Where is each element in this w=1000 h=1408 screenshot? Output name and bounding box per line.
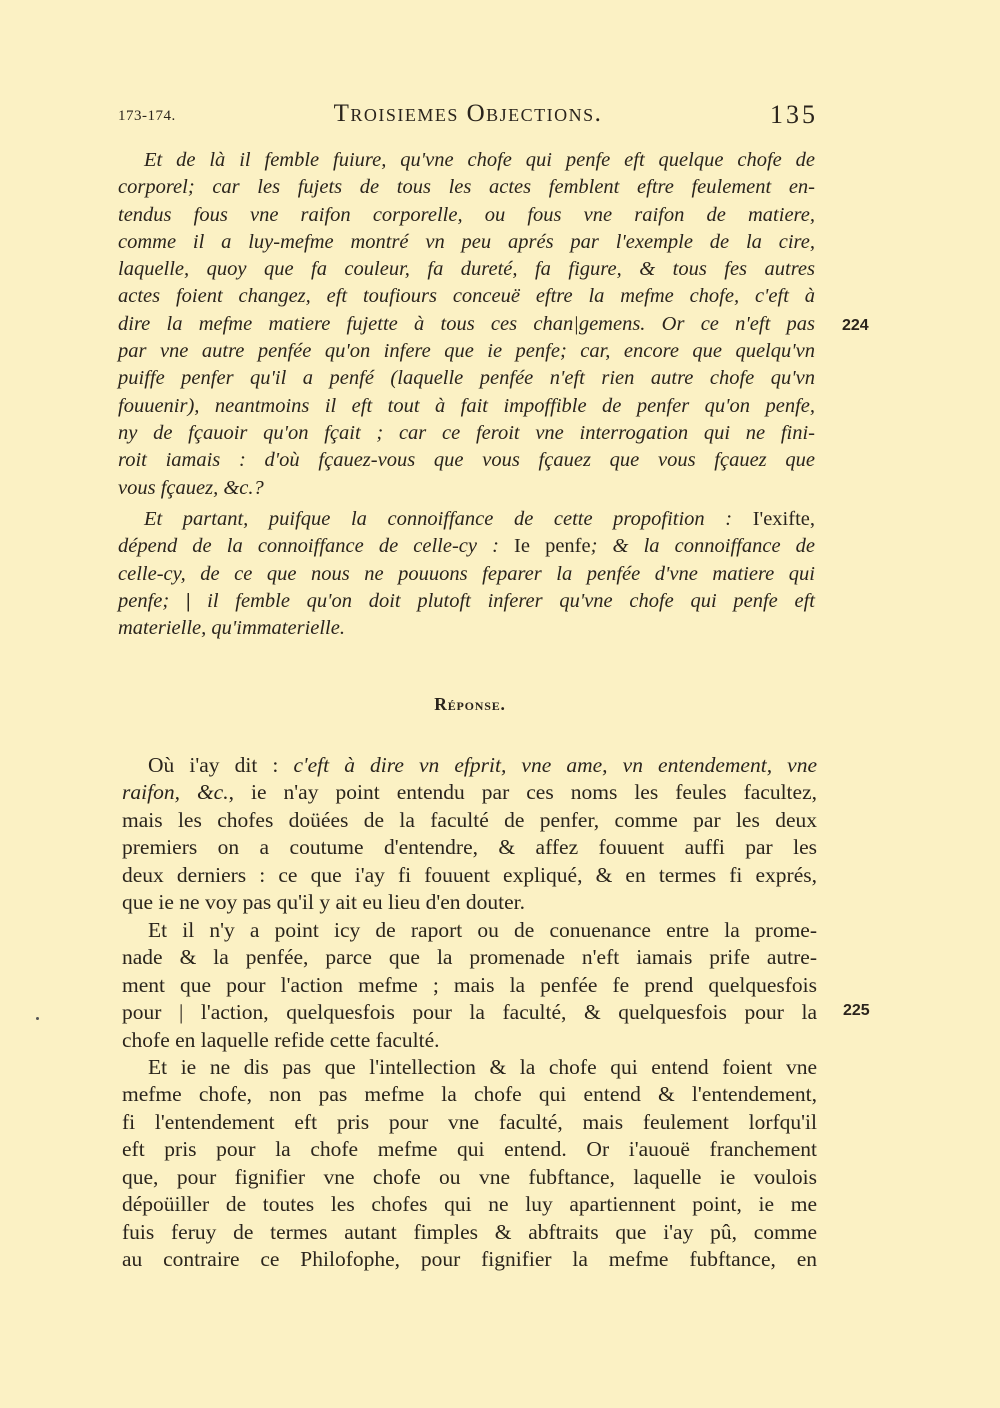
- text-line: laquelle, quoy que fa couleur, fa dureté, fa figure, & tous fes autres: [118, 258, 815, 281]
- page-break-marker: |: [185, 589, 191, 612]
- text-line: fuis feruy de termes autant fimples & abftraits que i'ay pû, comme: [122, 1219, 817, 1244]
- text-span: il femble qu'on doit plutoft inferer qu'vne chofe qui penfe eft: [190, 589, 815, 612]
- text-span: ; & la connoiffance de: [590, 535, 816, 558]
- text-line: vous fçauez, &c.?: [118, 476, 264, 499]
- reponse-paragraph-3: [122, 1054, 817, 1274]
- text-line: dire la mefme matiere fujette à tous ces chan|gemens. Or ce n'eft pas: [118, 312, 815, 335]
- text-span: dépend de la connoiffance de celle-cy :: [118, 535, 515, 558]
- text-line: [122, 779, 817, 806]
- text-line: dépoüiller de toutes les chofes qui ne luy apartiennent point, ie me: [122, 1192, 817, 1217]
- text-line: corporel; car les fujets de tous les actes femblent eftre feulement en-: [118, 176, 815, 199]
- text-line: [122, 752, 817, 779]
- quoted-text: raifon, &c.: [122, 780, 229, 805]
- text-line: [118, 533, 815, 560]
- text-line: pour | l'action, quelquesfois pour la faculté, & quelquesfois pour la: [122, 1000, 817, 1025]
- text-line: celle-cy, de ce que nous ne pouuons feparer la penfée d'vne matiere qui: [118, 562, 815, 585]
- objection-paragraph-2: [118, 506, 815, 642]
- text-line: ny de fçauoir qu'on fçait ; car ce feroit vne interrogation qui ne fini-: [118, 421, 815, 444]
- text-line: que, pour fignifier vne chofe ou vne fubftance, laquelle ie voulois: [122, 1164, 817, 1189]
- margin-page-number: 225: [843, 1002, 870, 1019]
- text-line: Et il n'y a point icy de raport ou de conuenance entre la prome-: [148, 918, 817, 942]
- quoted-proposition: I'exifte,: [752, 508, 815, 530]
- text-span: Où i'ay dit :: [148, 753, 294, 777]
- header-page-range: 173-174.: [118, 108, 176, 124]
- text-line: comme il a luy-mefme montré vn peu aprés par l'exemple de la cire,: [118, 230, 815, 253]
- reponse-paragraph-1: [122, 752, 817, 917]
- text-line: tendus fous vne raifon corporelle, ou fous vne raifon de matiere,: [118, 203, 815, 226]
- quoted-text: c'eft à dire vn efprit, vne ame, vn entendement, vne: [293, 753, 818, 777]
- text-line: mais les chofes doüées de la faculté de penfer, comme par les deux: [122, 807, 817, 832]
- text-line: fi l'entendement eft pris pour vne faculté, mais feulement lorfqu'il: [122, 1109, 817, 1134]
- text-line: premiers on a coutume d'entendre, & affez fouuent auffi par les: [122, 835, 817, 860]
- text-line: Et ie ne dis pas que l'intellection & la chofe qui entend foient vne: [148, 1055, 817, 1079]
- header-title: Troisiemes Objections.: [333, 100, 603, 127]
- quoted-proposition: Ie penfe: [514, 535, 591, 558]
- objection-paragraph-1: [118, 147, 815, 502]
- text-line: par vne autre penfée qu'on infere que ie penfe; car, encore que quelqu'vn: [118, 340, 815, 363]
- text-line: que ie ne voy pas qu'il y ait eu lieu d'en douter.: [122, 890, 526, 915]
- header-page-number: 135: [770, 100, 818, 129]
- text-line: Et de là il femble fuiure, qu'vne chofe qui penfe eft quelque chofe de: [144, 149, 815, 171]
- text-line: materielle, qu'immaterielle.: [118, 617, 345, 640]
- text-line: au contraire ce Philofophe, pour fignifier la mefme fubftance, en: [122, 1247, 817, 1272]
- text-line: [118, 506, 815, 533]
- text-line: actes foient changez, eft toufiours conceuë eftre la mefme chofe, c'eft à: [118, 285, 815, 308]
- margin-page-number: 224: [842, 317, 869, 334]
- text-line: nade & la penfée, parce que la promenade n'eft iamais prife autre-: [122, 945, 817, 970]
- text-line: roit iamais : d'où fçauez-vous que vous fçauez que vous fçauez que: [118, 449, 815, 472]
- text-line: deux derniers : ce que i'ay fi fouuent expliqué, & en termes fi exprés,: [122, 862, 817, 887]
- text-line: [118, 588, 815, 615]
- text-span: Et partant, puifque la connoiffance de cette propofition :: [144, 508, 753, 530]
- text-line: mefme chofe, non pas mefme la chofe qui entend & l'entendement,: [122, 1082, 817, 1107]
- text-line: chofe en laquelle refide cette faculté.: [122, 1027, 440, 1052]
- text-line: fouuenir), neantmoins il eft tout à fait impoffible de penfer qu'on penfe,: [118, 394, 815, 417]
- text-span: penfe;: [118, 589, 186, 612]
- text-span: , ie n'ay point entendu par ces noms les feules facultez,: [228, 780, 817, 805]
- paper-speck: [36, 1017, 39, 1020]
- text-line: ment que pour l'action mefme ; mais la penfée fe prend quelquesfois: [122, 972, 817, 997]
- text-line: puiffe penfer qu'il a penfé (laquelle penfée n'eft rien autre chofe qu'vn: [118, 367, 815, 390]
- text-line: eft pris pour la chofe mefme qui entend. Or i'auouë franchement: [122, 1137, 817, 1162]
- running-header: [118, 100, 818, 134]
- section-heading: Réponse.: [434, 694, 506, 714]
- reponse-paragraph-2: [122, 917, 817, 1054]
